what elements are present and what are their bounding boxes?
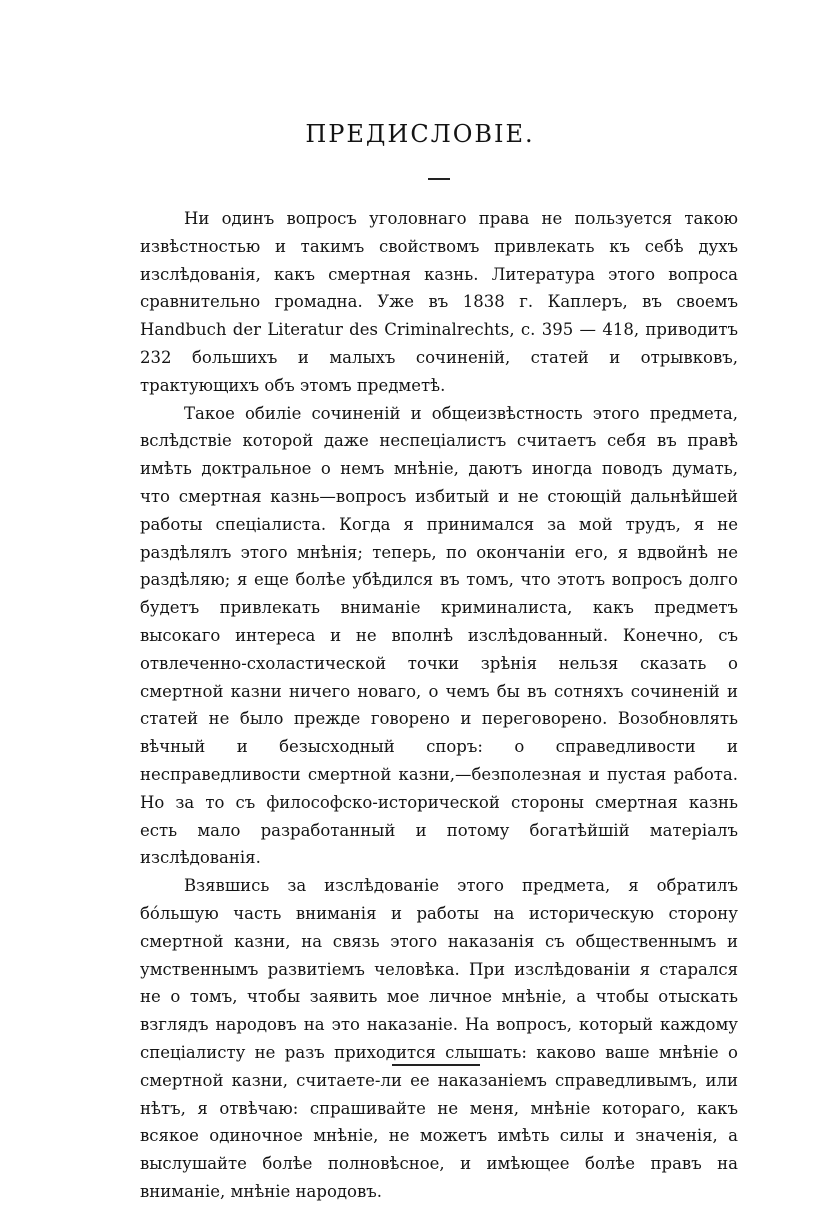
page-title: ПРЕДИСЛОВІЕ. (305, 120, 535, 148)
end-divider (392, 1064, 480, 1066)
title-divider (428, 178, 450, 180)
paragraph-1: Ни одинъ вопросъ уголовнаго права не пользуется такою извѣстностью и такимъ свойствомъ привлекать къ себѣ духъ изслѣдованія, какъ смертная казнь. Литература этого вопроса сравнительно громадна. Уже въ 1838 г. Каплеръ, въ своемъ Handbuch der Literatur des Criminalrechts, с. 395 — 418, приводитъ 232 большихъ и малыхъ сочиненій, статей и отрывковъ, трактующихъ объ этомъ предметѣ. (140, 209, 738, 395)
preface-body (140, 205, 738, 1206)
paragraph-2: Такое обиліе сочиненій и общеизвѣстность этого предмета, вслѣдствіе которой даже неспеціалистъ считаетъ себя въ правѣ имѣть доктральное о немъ мнѣніе, даютъ иногда поводъ думать, что смертная казнь—вопросъ избитый и не стоющій дальнѣйшей работы спеціалиста. Когда я принимался за мой трудъ, я не раздѣлялъ этого мнѣнія; теперь, по окончаніи его, я вдвойнѣ не раздѣляю; я еще болѣе убѣдился въ томъ, что этотъ вопросъ долго будетъ привлекать вниманіе криминалиста, какъ предметъ высокаго интереса и не вполнѣ изслѣдованный. Конечно, съ отвлеченно-схоластической точки зрѣнія нельзя сказать о смертной казни ничего новаго, о чемъ бы въ сотняхъ сочиненій и статей не было прежде говорено и переговорено. Возобновлять вѣчный и безысходный споръ: о справедливости и несправедливости смертной казни,—безполезная и пустая работа. Но за то съ философско-исторической стороны смертная казнь есть мало разработанный и потому богатѣйшій матеріалъ изслѣдованія. (140, 403, 738, 868)
paragraph-3: Взявшись за изслѣдованіе этого предмета, я обратилъ бо́льшую часть вниманія и работы на историческую сторону смертной казни, на связь этого наказанія съ общественнымъ и умственнымъ развитіемъ человѣка. При изслѣдованіи я старался не о томъ, чтобы заявить мое личное мнѣніе, а чтобы отыскать взглядъ народовъ на это наказаніе. На вопросъ, который каждому спеціалисту не разъ приходится слышать: каково ваше мнѣніе о смертной казни, считаете-ли ее наказаніемъ справедливымъ, или нѣтъ, я отвѣчаю: спрашивайте не меня, мнѣніе котораго, какъ всякое одиночное мнѣніе, не можетъ имѣть силы и значенія, а выслушайте болѣе полновѣсное, и имѣющее болѣе правъ на вниманіе, мнѣніе народовъ. (140, 876, 738, 1201)
